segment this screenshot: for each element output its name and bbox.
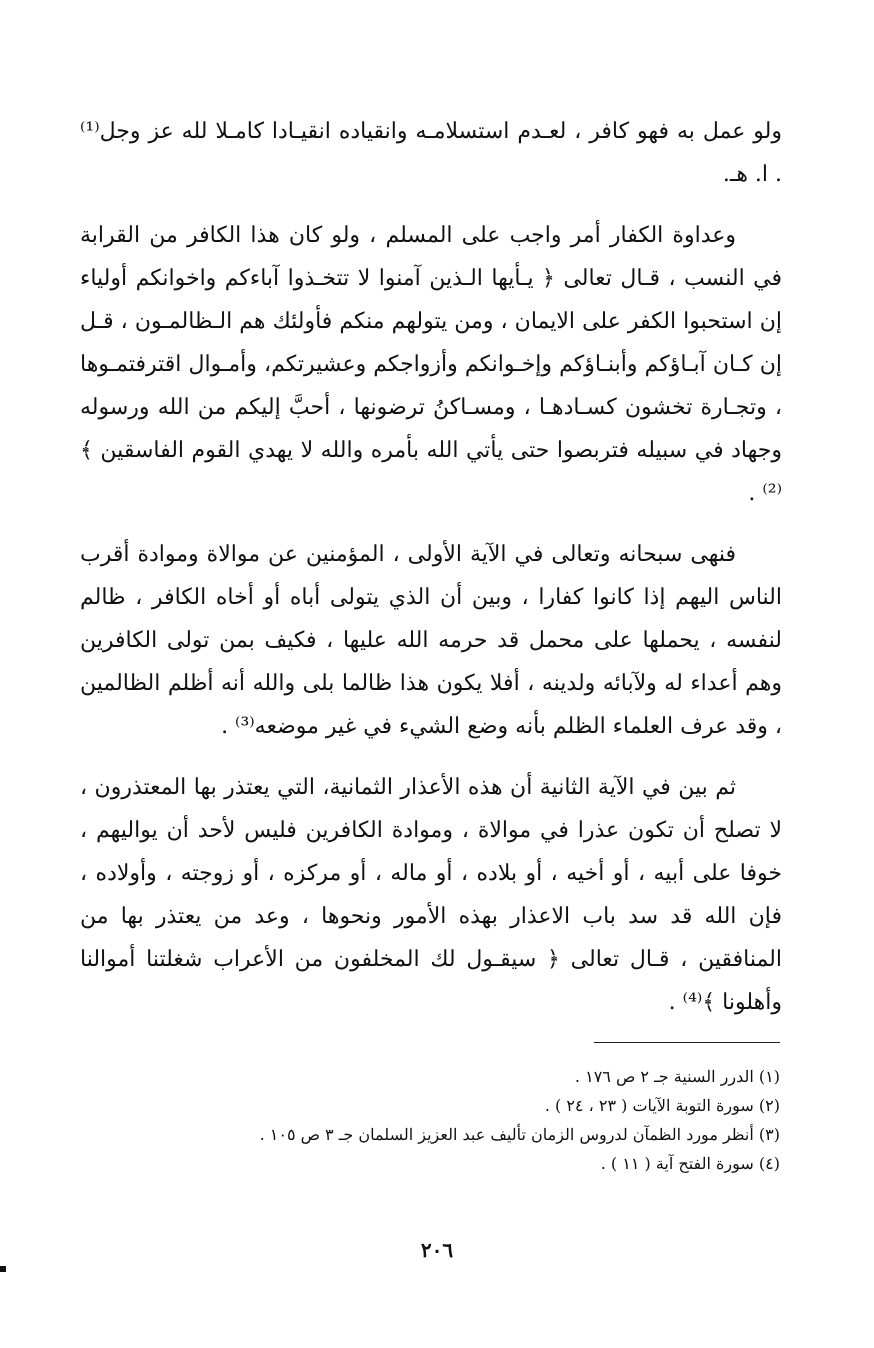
footnote-2: (٢) سورة التوبة الآيات ( ٢٣ ، ٢٤ ) . [544,1096,780,1115]
footnote-1: (١) الدرر السنية جـ ٢ ص ١٧٦ . [574,1067,780,1086]
footnote-4: (٤) سورة الفتح آية ( ١١ ) . [600,1154,780,1173]
footnote-3: (٣) أنظر مورد الظمآن لدروس الزمان تأليف عبد العزيز السلمان جـ ٣ ص ١٠٥ . [259,1125,780,1144]
paragraph-2: وعداوة الكفار أمر واجب على المسلم ، ولو كان هذا الكافر من القرابة في النسب ، قـال تعالى ﴿ يـأيها الـذين آمنوا لا تتخـذوا آباءكم واخوانكم أولياء إن استحبوا الكفر على الايمان ، ومن يتولهم منكم فأولئك هم الـظالمـون ، قـل إن كـان آبـاؤكم وأبنـاؤكم وإخـوانكم وأزواجكم وعشيرتكم، وأمـوال اقترفتمـوها ، وتجـارة تخشون كسـادهـا ، ومسـاكنُ ترضونها ، أحبَّ إليكم من الله ورسوله وجهاد في سبيله فتربصوا حتى يأتي الله بأمره والله لا يهدي القوم الفاسقين ﴾⁽²⁾ . [80,223,782,506]
paragraph-3: فنهى سبحانه وتعالى في الآية الأولى ، المؤمنين عن موالاة وموادة أقرب الناس اليهم إذا كانوا كفارا ، وبين أن الذي يتولى أباه أو أخاه الكافر ، ظالم لنفسه ، يحملها على محمل قد حرمه الله عليها ، فكيف بمن تولى الكافرين وهم أعداء له ولآبائه ولدينه ، أفلا يكون هذا ظالما بلى والله أنه أظلم الظالمين ، وقد عرف العلماء الظلم بأنه وضع الشيء في غير موضعه⁽³⁾ . [80,542,782,739]
page-number: ٢٠٦ [420,1238,454,1262]
footnotes [80,1062,780,1178]
paragraph-4: ثم بين في الآية الثانية أن هذه الأعذار الثمانية، التي يعتذر بها المعتذرون ، لا تصلح أن تكون عذرا في موالاة ، وموادة الكافرين فليس لأحد أن يواليهم ، خوفا على أبيه ، أو أخيه ، أو بلاده ، أو ماله ، أو مركزه ، أو زوجته ، وأولاده ، فإن الله قد سد باب الاعذار بهذه الأمور ونحوها ، وعد من يعتذر بها من المنافقين ، قـال تعالى ﴿ سيقـول لك المخلفون من الأعراب شغلتنا أموالنا وأهلونا ﴾⁽⁴⁾ . [80,775,782,1015]
scan-edge-mark [0,1266,6,1272]
paragraph-1: ولو عمل به فهو كافر ، لعـدم استسلامـه وانقياده انقيـادا كامـلا لله عز وجل⁽¹⁾ . ا. هـ. [80,119,782,187]
footnote-divider [594,1042,780,1043]
main-text [80,110,782,1042]
